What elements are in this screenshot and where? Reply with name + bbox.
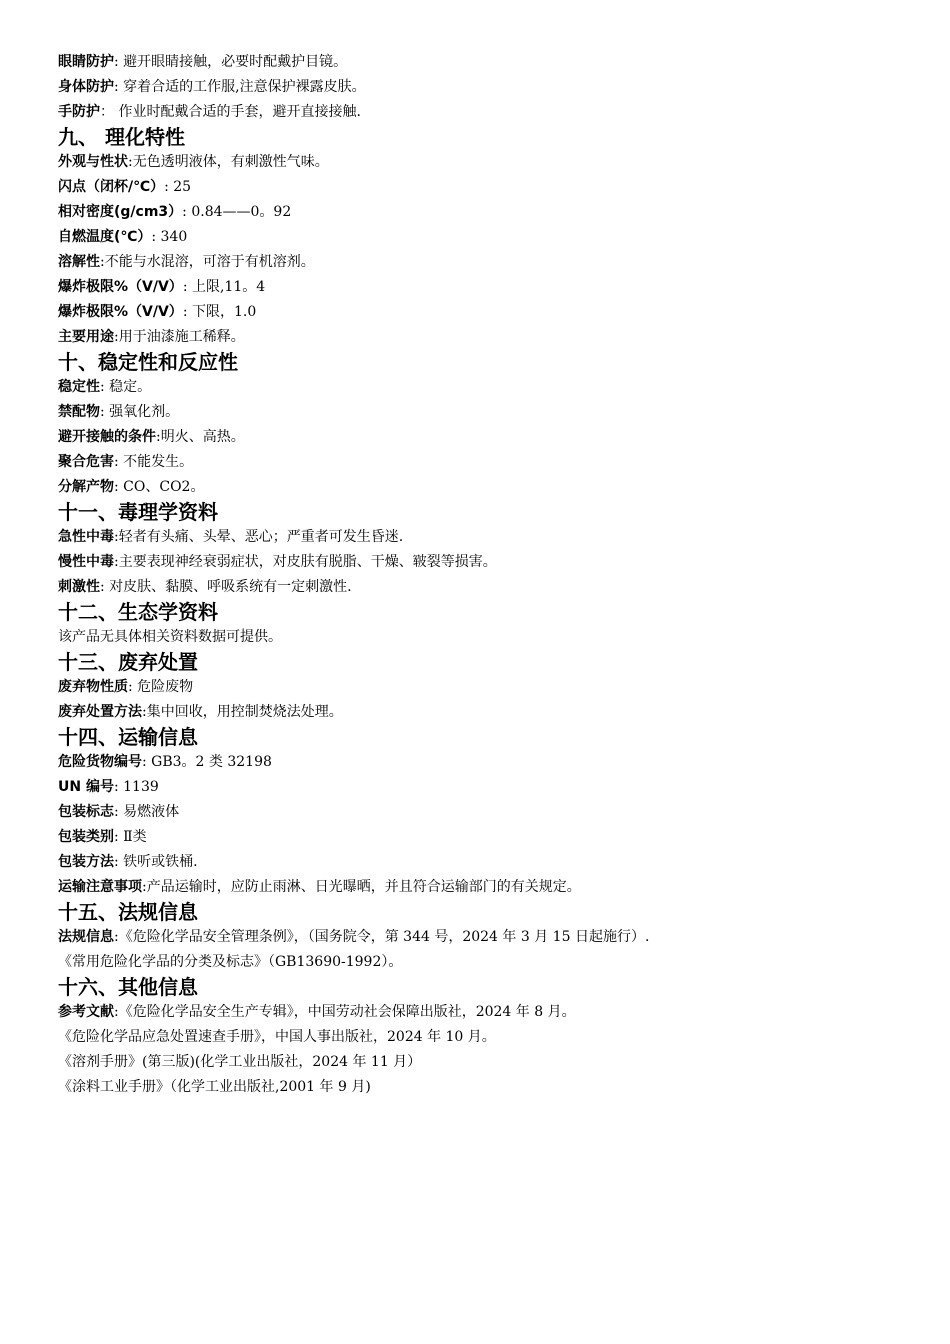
field-label: 法规信息 (58, 929, 114, 945)
package-mark-row (58, 800, 738, 825)
field-value: :产品运输时，应防止雨淋、日光曝晒，并且符合运输部门的有关规定。 (142, 879, 581, 895)
field-value: : 避开眼睛接触，必要时配戴护目镜。 (114, 54, 348, 70)
field-label: 外观与性状 (58, 154, 128, 170)
field-value: :《危险化学品安全生产专辑》，中国劳动社会保障出版社，2024 年 8 月。 (114, 1004, 576, 1020)
ecology-text: 该产品无具体相关资料数据可提供。 (58, 629, 282, 645)
field-value: : 易燃液体 (114, 804, 180, 820)
eye-protection-row (58, 50, 738, 75)
field-label: 爆炸极限%（V/V） (58, 279, 183, 295)
section-heading-toxicology: 十一、毒理学资料 (58, 500, 218, 524)
field-label: 急性中毒 (58, 529, 114, 545)
field-value: : 穿着合适的工作服,注意保护裸露皮肤。 (114, 79, 366, 95)
field-label: 相对密度(g/cm3） (58, 204, 183, 220)
field-label: 溶解性 (58, 254, 100, 270)
field-value: : 0.84——0。92 (182, 204, 292, 220)
field-value: : 340 (151, 229, 188, 245)
field-label: 手防护 (58, 104, 100, 120)
density-row (58, 200, 738, 225)
main-use-row (58, 325, 738, 350)
field-value: : 危险废物 (128, 679, 194, 695)
field-value: : GB3。2 类 32198 (142, 754, 272, 770)
field-label: 危险货物编号 (58, 754, 142, 770)
dangerous-goods-number-row (58, 750, 738, 775)
section-heading-ecology: 十二、生态学资料 (58, 600, 218, 624)
appearance-row (58, 150, 738, 175)
conditions-avoid-row (58, 425, 738, 450)
field-label: 避开接触的条件 (58, 429, 156, 445)
field-value: : 强氧化剂。 (100, 404, 180, 420)
field-label: 运输注意事项 (58, 879, 142, 895)
incompatible-row (58, 400, 738, 425)
field-label: 眼睛防护 (58, 54, 114, 70)
field-value: :无色透明液体，有刺激性气味。 (128, 154, 329, 170)
field-label: 聚合危害 (58, 454, 114, 470)
field-label: 参考文献 (58, 1004, 114, 1020)
section-heading-other: 十六、其他信息 (58, 975, 198, 999)
field-label: 自燃温度(℃） (58, 229, 152, 245)
field-value: :《危险化学品安全管理条例》，（国务院令，第 344 号，2024 年 3 月 15 日起施行）. (114, 929, 650, 945)
field-value: :主要表现神经衰弱症状，对皮肤有脱脂、干燥、皲裂等损害。 (114, 554, 497, 570)
disposal-method-row (58, 700, 738, 725)
section-heading-physical-chemical: 九、 理化特性 (58, 125, 185, 149)
acute-toxicity-row (58, 525, 738, 550)
hand-protection-row (58, 100, 738, 125)
field-label: 包装类别 (58, 829, 114, 845)
field-label: 稳定性 (58, 379, 100, 395)
references-row (58, 1000, 738, 1025)
field-value: :轻者有头痛、头晕、恶心；严重者可发生昏迷. (114, 529, 404, 545)
autoignition-row (58, 225, 738, 250)
section-heading-disposal: 十三、废弃处置 (58, 650, 198, 674)
explosion-limit-lower-row (58, 300, 738, 325)
field-label: 包装标志 (58, 804, 114, 820)
field-label: 废弃处置方法 (58, 704, 142, 720)
field-value: : 下限，1.0 (182, 304, 257, 320)
reference-item: 《涂料工业手册》（化学工业出版社,2001 年 9 月) (58, 1079, 371, 1095)
field-label: 慢性中毒 (58, 554, 114, 570)
body-protection-row (58, 75, 738, 100)
field-label: 刺激性 (58, 579, 100, 595)
irritation-row (58, 575, 738, 600)
decomposition-row (58, 475, 738, 500)
section-heading-transport: 十四、运输信息 (58, 725, 198, 749)
transport-notes-row (58, 875, 738, 900)
field-value: : 1139 (113, 779, 159, 795)
section-heading-stability: 十、稳定性和反应性 (58, 350, 238, 374)
field-value: : 上限,11。4 (182, 279, 266, 295)
field-label: 闪点（闭杯/℃） (58, 179, 165, 195)
field-label: 废弃物性质 (58, 679, 128, 695)
field-value: :集中回收，用控制焚烧法处理。 (142, 704, 343, 720)
un-number-row (58, 775, 738, 800)
field-value: : CO、CO2。 (114, 479, 205, 495)
package-method-row (58, 850, 738, 875)
package-class-row (58, 825, 738, 850)
field-label: 身体防护 (58, 79, 114, 95)
field-label: 爆炸极限%（V/V） (58, 304, 183, 320)
field-value: : 铁听或铁桶. (114, 854, 198, 870)
regulatory-extra: 《常用危险化学品的分类及标志》（GB13690-1992）。 (58, 954, 403, 970)
explosion-limit-upper-row (58, 275, 738, 300)
stability-row (58, 375, 738, 400)
field-value: ： 作业时配戴合适的手套，避开直接接触. (100, 104, 361, 120)
field-value: :明火、高热。 (156, 429, 245, 445)
document-page (58, 50, 738, 1100)
reference-item: 《危险化学品应急处置速查手册》，中国人事出版社，2024 年 10 月。 (58, 1029, 496, 1045)
field-label: 禁配物 (58, 404, 100, 420)
polymerization-row (58, 450, 738, 475)
field-label: UN 编号 (58, 779, 114, 795)
field-value: :用于油漆施工稀释。 (114, 329, 245, 345)
reference-item: 《溶剂手册》(第三版)(化学工业出版社，2024 年 11 月） (58, 1054, 422, 1070)
field-value: : 稳定。 (100, 379, 152, 395)
field-value: : 不能发生。 (114, 454, 194, 470)
chronic-toxicity-row (58, 550, 738, 575)
field-value: : 对皮肤、黏膜、呼吸系统有一定刺激性. (100, 579, 352, 595)
field-value: :不能与水混溶，可溶于有机溶剂。 (100, 254, 315, 270)
solubility-row (58, 250, 738, 275)
flash-point-row (58, 175, 738, 200)
field-label: 包装方法 (58, 854, 114, 870)
field-label: 分解产物 (58, 479, 114, 495)
field-value: : Ⅱ类 (114, 829, 147, 845)
field-label: 主要用途 (58, 329, 114, 345)
field-value: : 25 (164, 179, 192, 195)
section-heading-regulatory: 十五、法规信息 (58, 900, 198, 924)
regulatory-info-row (58, 925, 718, 950)
waste-nature-row (58, 675, 738, 700)
